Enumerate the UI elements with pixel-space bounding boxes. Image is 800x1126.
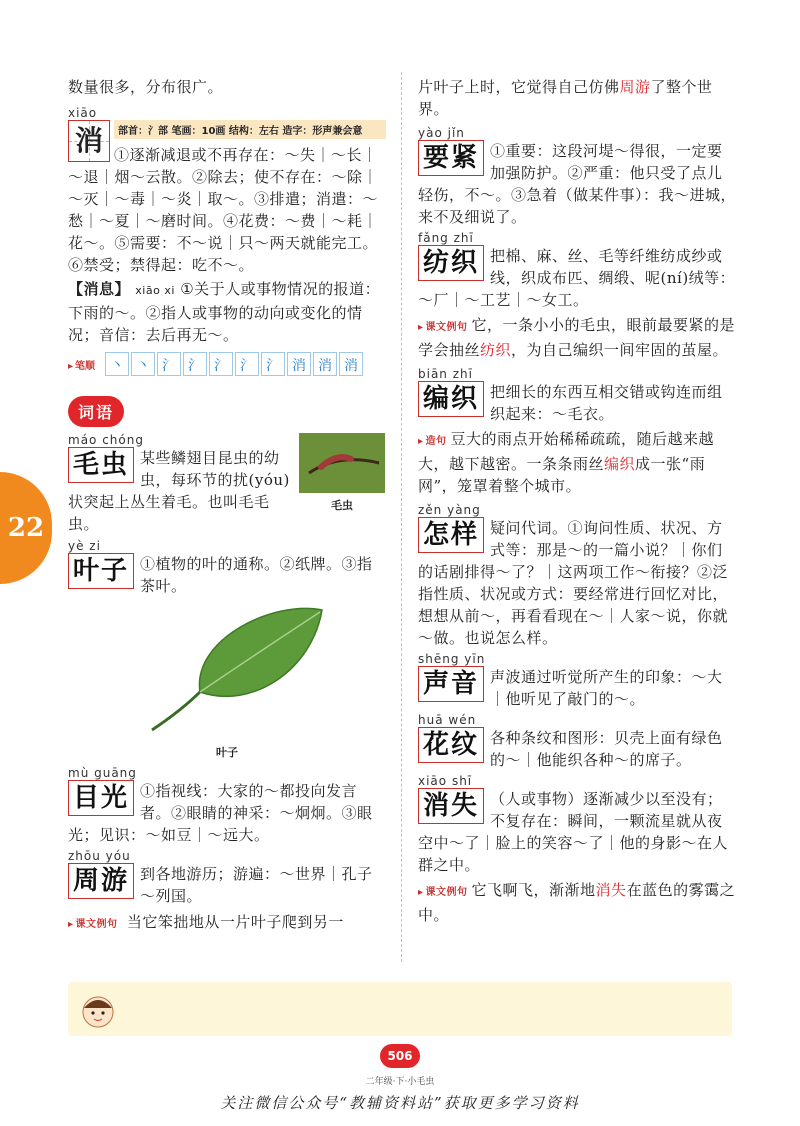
char-entry-xiao (68, 106, 386, 376)
leaf-caption: 叶子 (216, 746, 238, 759)
pinyin: zěn yàng (418, 503, 481, 517)
word-box: 花纹 (418, 727, 484, 763)
stroke-cell: 消 (287, 352, 311, 376)
stroke-cell: 消 (339, 352, 363, 376)
continued-example (418, 76, 736, 120)
word-box: 毛虫 (68, 447, 134, 483)
page-number: 506 (380, 1044, 420, 1068)
pinyin: xiāo (68, 106, 98, 120)
word-box: 要紧 (418, 140, 484, 176)
stroke-cell: 消 (313, 352, 337, 376)
book-label: 二年级·下·小毛虫 (365, 1077, 435, 1087)
pinyin: huā wén (418, 713, 477, 727)
xiaoxi-label: 【消息】 (68, 280, 131, 298)
text: 豆大的雨点开始稀稀疏疏，随后越来越大，越下越密。一条条雨丝 (418, 430, 715, 473)
word-entry-yaojin (418, 126, 736, 228)
caterpillar-image (299, 433, 385, 493)
tip-band (68, 982, 732, 1036)
stroke-cell: 氵 (261, 352, 285, 376)
pinyin: yè zi (68, 539, 101, 553)
word-definition: 把细长的东西互相交错或钩连而组织起来：～毛衣。 (490, 383, 723, 423)
word-entry-muguang (68, 766, 386, 846)
word-definition: 某些鳞翅目昆虫的幼虫，每环节的扰(yóu)状突起上丛生着毛。也叫毛毛虫。 (68, 449, 290, 533)
right-column (418, 70, 736, 926)
text: 了整个世界。 (418, 78, 713, 118)
word-box: 编织 (418, 381, 484, 417)
footer-note: 关注微信公众号“教辅资料站”获取更多学习资料 (220, 1094, 580, 1112)
word-entry-zenyang (418, 503, 736, 649)
word-entry-huawen (418, 713, 736, 771)
word-entry-yezi (68, 539, 386, 597)
word-definition: ①植物的叶的通称。②纸牌。③指茶叶。 (140, 555, 373, 595)
word-box: 目光 (68, 780, 134, 816)
stroke-cell: 氵 (183, 352, 207, 376)
left-column (68, 70, 386, 936)
text: 成一张“雨网”，笼罩着整个城市。 (418, 455, 706, 495)
highlight: 编织 (604, 455, 636, 473)
word-box: 周游 (68, 863, 134, 899)
word-box: 纺织 (418, 245, 484, 281)
pinyin: fǎng zhī (418, 231, 474, 245)
example-tag: ▸ 课文例句 (418, 882, 468, 904)
word-definition: ①重要：这段河堤～得很，一定要加强防护。②严重：他只受了点儿轻伤，不～。③急着（做某件事）：我～进城，来不及细说了。 (418, 142, 736, 226)
caterpillar-caption: 毛虫 (331, 499, 353, 512)
stroke-cell: 丶 (131, 352, 155, 376)
word-definition: 到各地游历；游遍：～世界｜孔子～列国。 (140, 865, 373, 905)
example-sentence (418, 879, 736, 926)
word-entry-xiaoshi (418, 774, 736, 876)
word-entry-zhouyou (68, 849, 386, 907)
text: 它，一条小小的毛虫，眼前最要紧的是学会抽丝 (418, 316, 736, 359)
chapter-tab: 22 (0, 472, 52, 584)
word-box: 叶子 (68, 553, 134, 589)
word-box: 消失 (418, 788, 484, 824)
column-divider (401, 72, 402, 962)
word-definition: 把棉、麻、丝、毛等纤维纺成纱或线，织成布匹、绸缎、呢(ní)绒等：～厂｜～工艺｜～女工。 (418, 247, 736, 309)
pinyin: mù guāng (68, 766, 137, 780)
word-box: 怎样 (418, 517, 484, 553)
intro-text: 数量很多，分布很广。 (68, 78, 224, 96)
text: 在蓝色的雾霭之中。 (418, 881, 736, 924)
pinyin: yào jǐn (418, 126, 465, 140)
word-entry-fangzhi (418, 231, 736, 311)
pinyin: shēng yīn (418, 652, 486, 666)
example-sentence (68, 911, 386, 936)
text: 它飞啊飞，渐渐地 (471, 881, 596, 899)
pinyin: zhōu yóu (68, 849, 131, 863)
cartoon-avatar-icon (78, 990, 118, 1030)
xiaoxi-definition: ①关于人或事物情况的报道：下雨的～。②指人或事物的动向或变化的情况；音信：去后再无～。 (68, 280, 381, 344)
highlight: 纺织 (480, 341, 512, 359)
stroke-cell: 氵 (209, 352, 233, 376)
pinyin: biān zhī (418, 367, 473, 381)
char-info: 部首：氵部 笔画：10画 结构：左右 造字：形声兼会意 (114, 120, 386, 139)
example-sentence (418, 314, 736, 361)
section-title: 词语 (68, 396, 124, 427)
word-definition: ①指视线：大家的～都投向发言者。②眼睛的神采：～炯炯。③眼光；见识：～如豆｜～远大。 (68, 782, 373, 844)
stroke-cell: 氵 (157, 352, 181, 376)
char-definition: ①逐渐减退或不再存在：～失｜～长｜～退｜烟～云散。②除去；使不存在：～除｜～灭｜～毒｜～炎｜取～。③排遣；消遣：～愁｜～夏｜～磨时间。④花费：～费｜～耗｜花～。⑤需要：不～说｜只～两天就能完工。⑥禁受；禁得起：吃不～。 (68, 146, 379, 274)
text: ，为自己编织一间牢固的茧屋。 (511, 341, 729, 359)
pinyin: máo chóng (68, 433, 144, 447)
stroke-cell: 丶 (105, 352, 129, 376)
leaf-figure (68, 600, 386, 760)
example-tag: ▸ 课文例句 (418, 317, 468, 339)
text: 片叶子上时，它觉得自己仿佛 (418, 78, 620, 96)
word-definition: 疑问代词。①询问性质、状况、方式等：那是～的一篇小说？｜你们的话剧排得～了？｜这两项工作～衔接？②泛指性质、状况或方式：要经常进行回忆对比，想想从前～，再看看现在～｜人家～说，你就～做。也说怎么样。 (418, 519, 729, 647)
example-tag: ▸ 造句 (418, 431, 447, 453)
highlight: 周游 (619, 78, 651, 96)
example-text: 当它笨拙地从一片叶子爬到另一 (126, 913, 344, 931)
highlight: 消失 (595, 881, 627, 899)
caterpillar-figure (298, 433, 386, 513)
word-definition: （人或事物）逐渐减少以至没有；不复存在：瞬间，一颗流星就从夜空中～了｜脸上的笑容～了｜他的身影～在人群之中。 (418, 790, 729, 874)
xiaoxi-pinyin: xiāo xi (135, 284, 175, 297)
word-entry-bianzhi (418, 367, 736, 425)
word-box: 声音 (418, 666, 484, 702)
word-entry-maochong (68, 433, 386, 535)
stroke-cell: 氵 (235, 352, 259, 376)
word-definition: 各种条纹和图形：贝壳上面有绿色的～｜他能织各种～的席子。 (490, 729, 723, 769)
example-sentence (418, 428, 736, 497)
example-tag: ▸ 课文例句 (68, 914, 118, 936)
leaf-image (122, 600, 332, 740)
word-definition: 声波通过听觉所产生的印象：～大｜他听见了敲门的～。 (490, 668, 723, 708)
pinyin: xiāo shī (418, 774, 473, 788)
xiaoxi-entry (68, 278, 386, 346)
word-entry-shengyin (418, 652, 736, 710)
stroke-label: ▸ 笔顺 (68, 357, 95, 372)
stroke-order (68, 352, 386, 376)
char-box (68, 120, 110, 162)
char-glyph: 消 (74, 124, 103, 157)
